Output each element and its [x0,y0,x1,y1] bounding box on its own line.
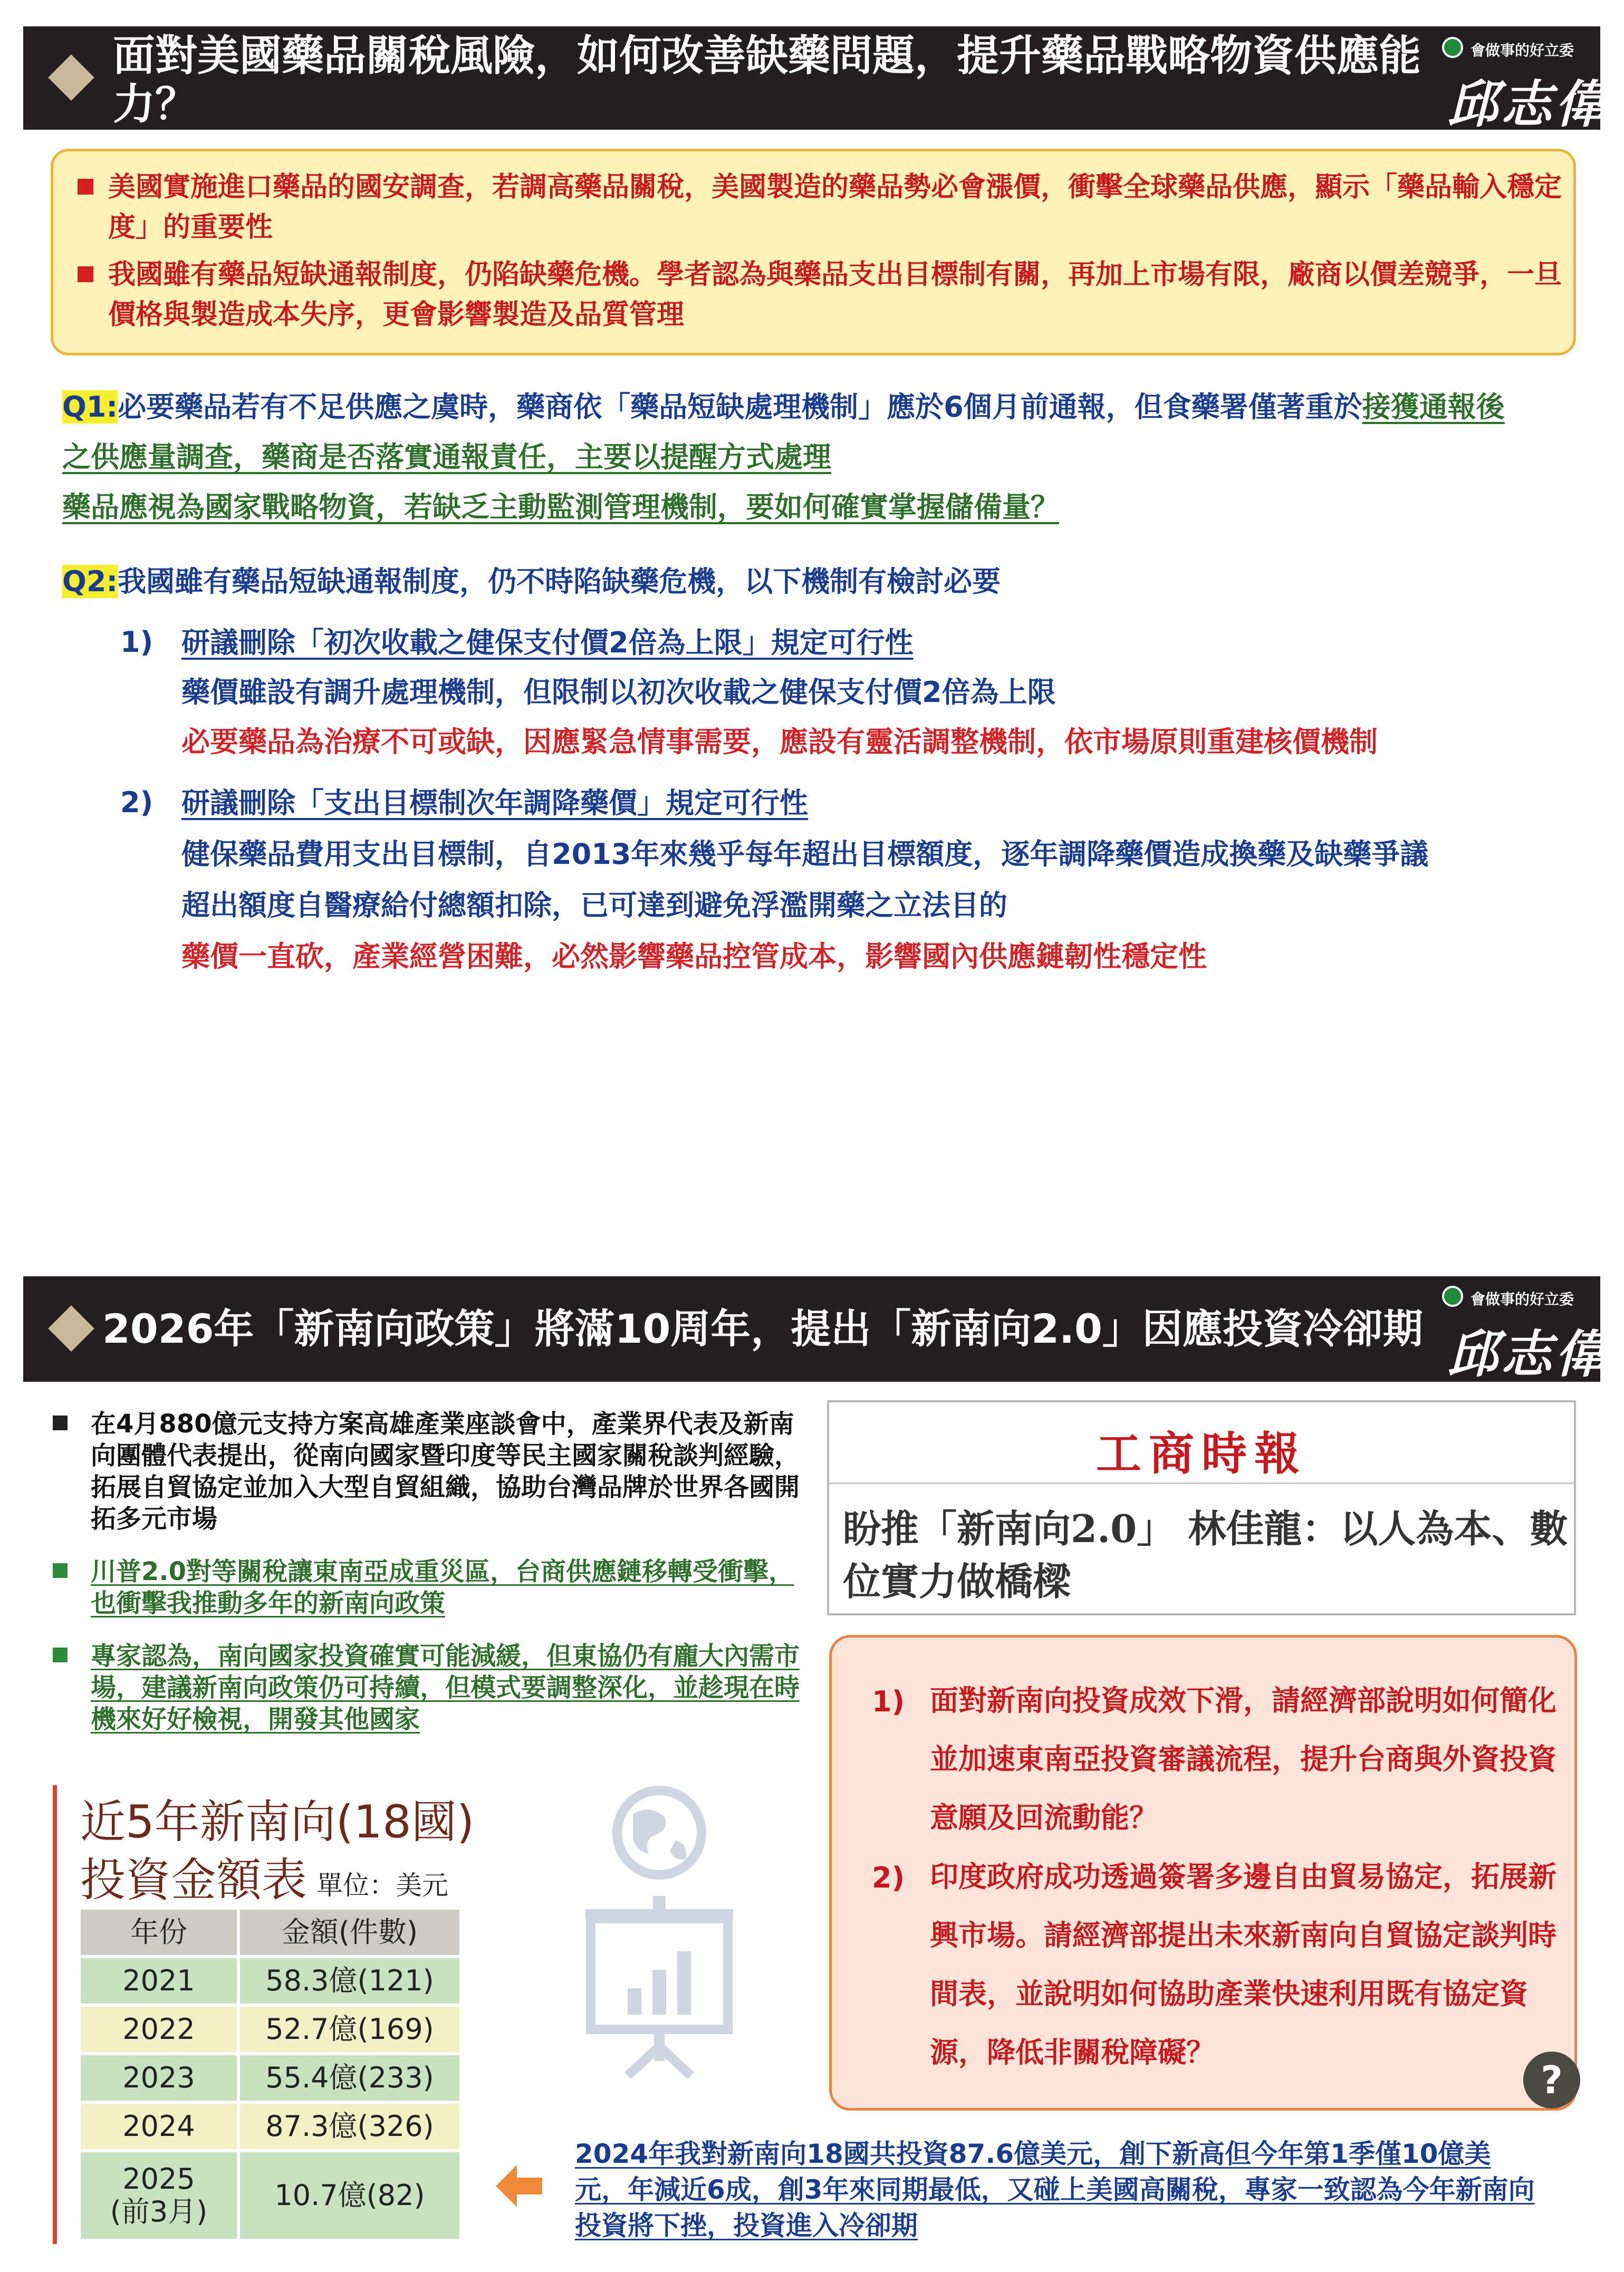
table-cell-amount: 52.7億(169) [238,2005,461,2054]
divider [829,1482,1574,1484]
q2-tag: Q2: [62,565,118,598]
table-cell-year: 2021 [79,1957,238,2005]
diamond-icon [48,1305,94,1352]
q2-line [62,563,1001,600]
section2-bullet-1: 在4月880億元支持方案高雄產業座談會中，產業界代表及新南向團體代表提出，從南向國家暨印度等民主國家關稅談判經驗，拓展自貿協定並加入大型自貿組織，協助台灣品牌於世界各國開拓多元市場 [53,1408,802,1535]
brand-slogan: 會做事的好立委 [1471,42,1574,59]
table-header-amount: 金額(件數) [238,1908,461,1957]
table-header-year: 年份 [79,1908,238,1957]
bullet-square-icon [78,266,93,282]
party-logo-icon [1442,37,1463,58]
q2-item1-red: 必要藥品為治療不可或缺，因應緊急情事需要，應設有靈活調整機制，依市場原則重建核價機制 [181,725,1378,758]
table-cell-year: 2023 [79,2054,238,2102]
summary-bullet-1: 美國實施進口藥品的國安調查，若調高藥品關稅，美國製造的藥品勢必會漲價，衝擊全球藥品供應，顯示「藥品輸入穩定度」的重要性 [108,171,1562,243]
q2-item2-line1: 健保藥品費用支出目標制，自2013年來幾乎每年超出目標額度，逐年調降藥價造成換藥及缺藥爭議 [181,837,1429,871]
section2-bullet-2: 川普2.0對等關稅讓東南亞成重災區，台商供應鏈移轉受衝擊，也衝擊我推動多年的新南向政策 [53,1556,802,1619]
footnote: 2024年我對新南向18國共投資87.6億美元，創下新高但今年第1季僅10億美元，年減近6成，創3年來同期最低，又碰上美國高關稅，專家一致認為今年新南向投資將下挫，投資進入冷卻期 [575,2139,1535,2241]
q2-item1-line1: 藥價雖設有調升處理機制，但限制以初次收載之健保支付價2倍為上限 [181,676,1056,709]
q1-line1 [62,389,1505,426]
q1-text-a: 必要藥品若有不足供應之虞時，藥商依「藥品短缺處理機制」應於6個月前通報，但食藥署僅著重於 [118,390,1362,423]
presentation-globe-icon [575,1783,744,2078]
news-clipping [827,1400,1576,1615]
section1-title-line2: 力？ [113,80,197,129]
newspaper-name: 工商時報 [1096,1427,1307,1480]
q2-item2-line2: 超出額度自醫療給付總額扣除，已可達到避免浮濫開藥之立法目的 [181,889,1007,922]
table-cell-amount: 58.3億(121) [238,1957,461,2005]
q1-tag: Q1: [62,390,118,423]
questions-box [829,1635,1577,2111]
section1-title-line1: 面對美國藥品關稅風險，如何改善缺藥問題，提升藥品戰略物資供應能 [113,31,1421,80]
section2-title-bar [23,1276,1609,1384]
q2-item2-number: 2) [120,786,153,819]
q2-item1-number: 1) [120,625,153,659]
q2-text: 我國雖有藥品短缺通報制度，仍不時陷缺藥危機，以下機制有檢討必要 [118,565,1001,598]
bullet-square-icon [53,1416,68,1430]
question-1-number: 1) [872,1685,905,1718]
help-icon[interactable]: ? [1523,2052,1580,2109]
brand-slogan: 會做事的好立委 [1471,1291,1574,1308]
q1-line2: 之供應量調查，藥商是否落實通報責任，主要以提醒方式處理 [62,440,831,474]
question-2-number: 2) [872,1861,905,1894]
question-1-text: 面對新南向投資成效下滑，請經濟部說明如何簡化並加速東南亞投資審議流程，提升台商與外資投資意願及回流動能？ [930,1684,1556,1834]
party-logo-icon [1442,1286,1463,1307]
table-cell-amount: 55.4億(233) [238,2054,461,2102]
q2-item1-heading: 研議刪除「初次收載之健保支付價2倍為上限」規定可行性 [181,626,914,659]
table-unit: 單位：美元 [316,1870,448,1901]
brand-logo [1442,34,1609,134]
summary-bullet-2: 我國雖有藥品短缺通報制度，仍陷缺藥危機。學者認為與藥品支出目標制有關，再加上市場有限，廠商以價差競爭，一旦價格與製造成本失序，更會影響製造及品質管理 [108,259,1562,331]
brand-name: 邱志偉 [1447,1324,1609,1384]
table-cell-amount: 87.3億(326) [238,2102,461,2151]
brand-name: 邱志偉 [1447,74,1609,134]
q2-item2-heading: 研議刪除「支出目標制次年調降藥價」規定可行性 [181,786,808,820]
table-cell-year: 2022 [79,2005,238,2054]
news-headline: 盼推「新南向2.0」 林佳龍：以人為本、數位實力做橋樑 [843,1506,1568,1604]
table-title-line1: 近5年新南向(18國) [80,1796,475,1849]
q1-text-b: 接獲通報後 [1362,390,1505,423]
section2-title: 2026年「新南向政策」將滿10周年，提出「新南向2.0」因應投資冷卻期 [102,1305,1423,1352]
arrow-left-icon [496,2165,543,2207]
bullet-square-icon [78,179,93,195]
table-cell-amount: 10.7億(82) [238,2151,461,2240]
brand-logo [1442,1283,1609,1384]
table-title-line2: 投資金額表 [80,1854,307,1907]
bullet-square-icon [53,1563,68,1578]
q1-line3: 藥品應視為國家戰略物資，若缺乏主動監測管理機制，要如何確實掌握儲備量？ [62,490,1059,524]
diamond-icon [48,54,94,101]
bullet-square-icon [53,1648,68,1662]
section1-title-bar [23,26,1609,134]
table-accent-bar [53,1785,57,2244]
table-cell-year: 2025 (前3月) [79,2151,238,2240]
question-2-text: 印度政府成功透過簽署多邊自由貿易協定，拓展新興市場。請經濟部提出未來新南向自貿協定談判時間表，並說明如何協助產業快速利用既有協定資源，降低非關稅障礙？ [930,1860,1556,2069]
summary-box [51,149,1576,355]
table-cell-year: 2024 [79,2102,238,2151]
q2-item2-red: 藥價一直砍，產業經營困難，必然影響藥品控管成本，影響國內供應鏈韌性穩定性 [181,940,1207,973]
section2-bullet-3: 專家認為，南向國家投資確實可能減緩，但東協仍有龐大內需市場，建議新南向政策仍可持續，但模式要調整深化，並趁現在時機來好好檢視，開發其他國家 [53,1640,802,1735]
